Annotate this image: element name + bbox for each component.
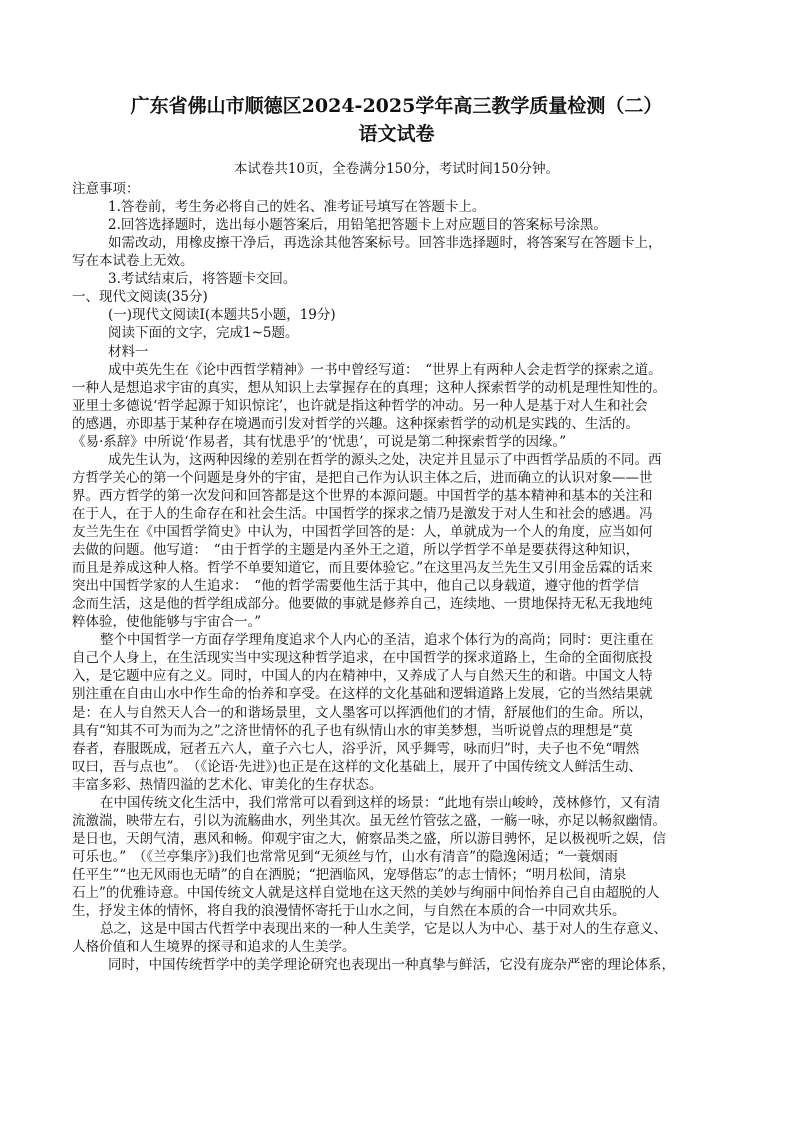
text-line: 是：在人与自然天人合一的和谐场景里，文人墨客可以挥洒他们的才情，舒展他们的生命。所以， [72,704,653,721]
text-line: 流激湍，映带左右，引以为流觞曲水，列坐其次。虽无丝竹管弦之盛，一觞一咏，亦足以畅叙幽情。 [72,812,666,829]
text-line: 叹曰，吾与点也”。 （《论语·先进》)也正是在这样的文化基础上，展开了中国传统文人鲜活生动、 [72,758,642,775]
text-line: 1.答卷前，考生务必将自己的姓名、准考证号填写在答题卡上。 [108,199,486,216]
text-line: 友兰先生在《中国哲学简史》中认为，中国哲学回答的是：人，单就成为一个人的角度，应当如何 [72,524,653,540]
text-line: 人格价值和人生境界的探寻和追求的人生美学。 [72,939,356,956]
text-line: 成中英先生在《论中西哲学精神》一书中曾经写道： “世界上有两种人会走哲学的探索之道。 [108,361,662,378]
text-line: 而且是养成这种人格。哲学不单要知道它，而且要体验它。”在这里冯友兰先生又引用金岳霖的话来 [72,560,653,576]
text-line: 在中国传统文化生活中，我们常常可以看到这样的场景：“此地有崇山峻岭，茂林修竹，又有清 [100,794,661,811]
text-line: 注意事项： [72,181,140,197]
text-line: 春者，春服既成，冠者五六人，童子六七人，浴乎沂，风乎舞雩，咏而归”时，夫子也不免“喟然 [72,740,640,757]
text-line: 一、现代文阅读(35分) [72,289,208,306]
text-line: 粹体验，使他能够与宇宙合一。” [72,614,262,631]
exam-subtitle: 语文试卷 [358,123,435,145]
text-line: 总之，这是中国古代哲学中表现出来的一种人生美学，它是以人为中心、基于对人的生存意义、 [100,921,667,938]
text-line: 一种人是想追求宇宙的真实，想从知识上去掌握存在的真理；这种人探索哲学的动机是理性知性的。 [72,379,666,396]
text-line: 亚里士多德说‘哲学起源于知识惊诧’，也许就是指这种哲学的冲动。另一种人是基于对人生和社会 [72,397,648,414]
exam-info: 本试卷共10页，全卷满分150分，考试时间150分钟。 [233,161,560,177]
text-line: 材料一 [108,343,149,360]
text-line: 突出中国哲学家的人生追求： “他的哲学需要他生活于其中，他自己以身载道，遵守他的哲学信 [72,578,640,595]
text-line: (一)现代文阅读Ⅰ(本题共5小题，19分) [108,307,336,324]
text-line: 是日也，天朗气清，惠风和畅。仰观宇宙之大，俯察品类之盛，所以游目骋怀，足以极视听之娱，信 [72,830,666,847]
text-line: 界。西方哲学的第一次发问和回答都是这个世界的本源问题。中国哲学的基本精神和基本的关注和 [72,487,653,504]
text-line: 可乐也。” （《兰亭集序》)我们也常常见到“无须丝与竹，山水有清音”的隐逸闲适；“一蓑烟雨 [72,848,618,865]
text-line: 3.考试结束后，将答题卡交回。 [108,271,297,288]
text-line: 如需改动，用橡皮擦干净后，再选涂其他答案标号。回答非选择题时，将答案写在答题卡上， [108,235,662,252]
exam-title: 广东省佛山市顺德区2024-2025学年高三教学质量检测（二） [130,95,663,117]
text-line: 去做的问题。他写道： “由于哲学的主题是内圣外王之道，所以学哲学不单是要获得这种知识， [72,542,640,558]
text-line: 2.回答选择题时，选出每小题答案后，用铅笔把答题卡上对应题目的答案标号涂黑。 [108,217,607,234]
text-line: 《易·系辞》中所说‘作易者，其有忧患乎’的‘忧患’，可说是第二种探索哲学的因缘。” [72,433,567,450]
text-line: 阅读下面的文字，完成1~5题。 [108,325,299,342]
text-line: 在于人，在于人的生命存在和社会生活。中国哲学的探求之情乃是激发于对人生和社会的感遇。冯 [72,505,653,522]
text-line: 念而生活，这是他的哲学组成部分。他要做的事就是修养自己，连续地、一贯地保持无私无我地纯 [72,596,653,613]
text-line: 丰富多彩、热情四溢的艺术化、审美化的生存状态。 [72,776,383,793]
text-line: 任平生”“也无风雨也无晴”的自在洒脱；“把酒临风，宠辱偕忘”的志士情怀；“明月松间，清泉 [72,866,627,883]
text-line: 成先生认为，这两种因缘的差别在哲学的源头之处，决定并且显示了中西哲学品质的不同。西 [108,451,662,468]
text-line: 别注重在自由山水中作生命的怡养和享受。在这样的文化基础和逻辑道路上发展，它的当然结果就 [72,686,653,703]
text-line: 同时，中国传统哲学中的美学理论研究也表现出一种真挚与鲜活，它没有庞杂严密的理论体系， [108,957,675,974]
text-line: 的感遇，亦即基于某种存在境遇而引发对哲学的兴趣。这种探索哲学的动机是实践的、生活的。 [72,415,639,432]
text-line: 生，抒发主体的情怀，将自我的浪漫情怀寄托于山水之间，与自然在本质的合一中同欢共乐。 [72,903,626,919]
text-line: 写在本试卷上无效。 [72,253,194,270]
text-line: 石上”的优雅诗意。中国传统文人就是这样自觉地在这天然的美妙与绚丽中间怡养自己自由超脱的人 [72,885,660,901]
text-line: 入，是它题中应有之义。同时，中国人的内在精神中，又养成了人与自然天生的和谐。中国文人特 [72,668,653,685]
text-line: 自己个人身上，在生活现实当中实现这种哲学追求，在中国哲学的探求道路上，生命的全面彻底投 [72,650,653,667]
text-line: 方哲学关心的第一个问题是身外的宇宙，是把自己作为认识主体之后，进而确立的认识对象——世 [72,469,653,486]
text-line: 具有“知其不可为而为之”之济世情怀的孔子也有纵情山水的审美梦想，当听说曾点的理想是“莫 [72,722,633,739]
text-line: 整个中国哲学一方面存学理角度追求个人内心的圣洁，追求个体行为的高尚；同时：更注重在 [100,632,654,649]
